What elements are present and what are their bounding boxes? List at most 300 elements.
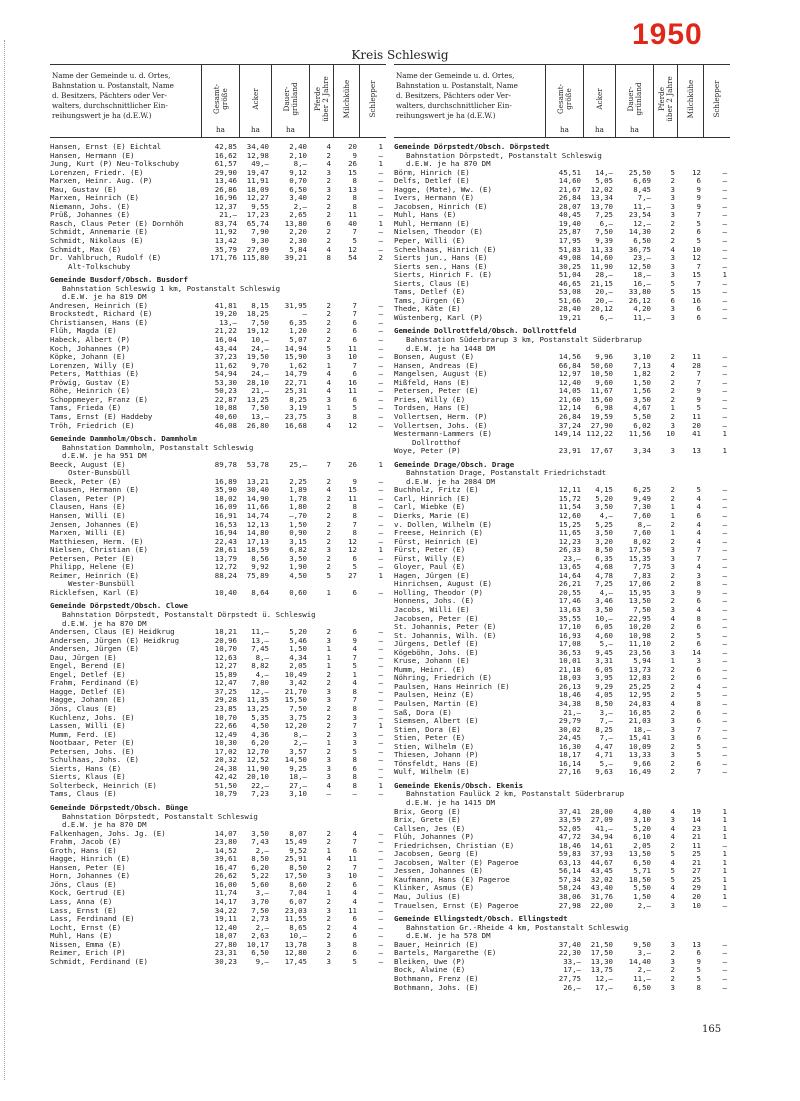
- cell-value: 1,50: [289, 519, 307, 529]
- header-name-line: reihungswert je ha (d.E.W.): [396, 111, 496, 120]
- cell-value: —: [378, 227, 383, 237]
- cell-value: 35,79: [214, 244, 237, 254]
- cell-value: 7: [696, 553, 701, 563]
- owner-name: Groth, Hans (E): [50, 846, 117, 855]
- cell-value: 12,60: [558, 510, 581, 520]
- cell-value: 13,73: [628, 664, 651, 674]
- table-row: [394, 768, 730, 777]
- cell-value: —: [378, 704, 383, 713]
- cell-value: 7: [696, 724, 701, 734]
- cell-value: 7,60: [633, 528, 651, 538]
- header-name-line: reihungswert je ha (d.E.W.): [52, 111, 152, 120]
- cell-value: 12,02: [590, 184, 613, 194]
- cell-value: 1: [378, 780, 383, 790]
- cell-value: 6,98: [595, 403, 613, 413]
- cell-value: 2,10: [289, 150, 307, 160]
- owner-name: Clausen, Hermann (E): [50, 486, 139, 495]
- cell-value: —: [378, 845, 383, 855]
- cell-value: —: [722, 965, 727, 975]
- cell-value: 5,84: [289, 244, 307, 254]
- cell-value: 5: [696, 690, 701, 700]
- cell-value: 3,15: [289, 536, 307, 546]
- cell-value: —: [378, 669, 383, 679]
- cell-value: 5,—: [599, 639, 613, 649]
- cell-value: 17,—: [563, 965, 581, 975]
- cell-value: 14,56: [558, 352, 581, 362]
- municipality-info: d.E.W. je ha 1415 DM: [406, 798, 495, 808]
- cell-value: 7,83: [633, 570, 651, 580]
- cell-value: 4: [670, 832, 675, 842]
- cell-value: 27,90: [590, 420, 613, 430]
- cell-value: 2: [670, 386, 675, 396]
- cell-value: 3,10: [633, 815, 651, 825]
- cell-value: 5: [352, 746, 357, 756]
- cell-value: 21,67: [558, 184, 581, 194]
- owner-name: v. Dollen, Wilhelm (E): [394, 520, 492, 529]
- cell-value: 16,91: [214, 510, 237, 520]
- cell-value: 25,—: [289, 459, 307, 469]
- cell-value: 3: [670, 604, 675, 614]
- header-name-line: walters, durchschnittlicher Ein-: [52, 101, 168, 110]
- cell-value: 2: [326, 712, 331, 722]
- cell-value: 1: [352, 669, 357, 679]
- cell-value: 11: [348, 854, 357, 864]
- cell-value: 16,00: [214, 879, 237, 889]
- cell-value: 10,20: [628, 622, 651, 632]
- cell-value: 2,—: [637, 965, 651, 975]
- table-row: [50, 203, 386, 212]
- cell-value: 8: [352, 201, 357, 211]
- cell-value: 11: [348, 210, 357, 220]
- cell-value: —: [722, 939, 727, 949]
- cell-value: —: [378, 176, 383, 186]
- cell-value: 2,63: [251, 931, 269, 941]
- cell-value: 2: [326, 210, 331, 220]
- cell-value: 1: [722, 823, 727, 833]
- cell-value: —: [722, 403, 727, 413]
- cell-value: 1: [670, 502, 675, 512]
- cell-value: 28,00: [590, 806, 613, 816]
- table-row: [50, 589, 386, 598]
- cell-value: 12,23: [558, 536, 581, 546]
- owner-name: Carl, Hinrich (E): [394, 494, 470, 503]
- year-stamp: 1950: [632, 18, 703, 51]
- cell-value: —: [378, 772, 383, 782]
- municipality-section: [50, 804, 386, 966]
- cell-value: 1: [326, 652, 331, 662]
- cell-value: 6: [352, 587, 357, 597]
- cell-value: 21: [692, 857, 701, 867]
- cell-value: 1: [670, 510, 675, 520]
- cell-value: 33,59: [558, 815, 581, 825]
- cell-value: 2: [670, 485, 675, 495]
- cell-value: 3: [670, 553, 675, 563]
- cell-value: 24,38: [214, 763, 237, 773]
- cell-value: 9,63: [595, 767, 613, 777]
- owner-name: Locht, Ernst (E): [50, 923, 122, 932]
- cell-value: —: [378, 360, 383, 370]
- cell-value: 23,31: [214, 948, 237, 958]
- owner-name: Flüh, Johannes (P): [394, 833, 475, 842]
- cell-value: 26,33: [558, 545, 581, 555]
- owner-name: Pröwig, Gustav (E): [50, 378, 131, 387]
- cell-value: 18,17: [558, 750, 581, 760]
- cell-value: —: [378, 244, 383, 254]
- owner-name: Bothmann, Johs. (E): [394, 983, 479, 992]
- cell-value: 25: [692, 849, 701, 859]
- header-name-cell: [394, 65, 546, 137]
- cell-value: 9: [352, 635, 357, 645]
- cell-value: 12,13: [246, 519, 269, 529]
- cell-value: 20: [692, 420, 701, 430]
- cell-value: 3,50: [595, 502, 613, 512]
- cell-value: 83,74: [214, 218, 237, 228]
- cell-value: 2: [670, 622, 675, 632]
- owner-name: Börm, Hinrich (E): [394, 168, 470, 177]
- cell-value: 2,05: [633, 840, 651, 850]
- cell-value: 12,98: [246, 150, 269, 160]
- cell-value: 6,50: [289, 184, 307, 194]
- cell-value: 9,70: [251, 360, 269, 370]
- cell-value: 13,63: [558, 604, 581, 614]
- cell-value: 3: [326, 772, 331, 782]
- owner-name: Gloyer, Paul (E): [394, 563, 466, 572]
- cell-value: 20: [348, 142, 357, 151]
- cell-value: 37,40: [558, 939, 581, 949]
- cell-value: —: [722, 750, 727, 760]
- cell-value: 12,11: [558, 485, 581, 495]
- cell-value: 6,50: [633, 982, 651, 992]
- owner-name: Ricklefsen, Karl (E): [50, 588, 139, 597]
- cell-value: 6: [352, 763, 357, 773]
- page-title: Kreis Schleswig: [351, 48, 449, 62]
- cell-value: 3: [326, 545, 331, 555]
- cell-value: 23,80: [214, 837, 237, 847]
- cell-value: 16,53: [214, 519, 237, 529]
- cell-value: 4,—: [599, 510, 613, 520]
- header-col: [654, 65, 678, 137]
- owner-name: Jacobsen, Hinrich (E): [394, 202, 488, 211]
- cell-value: 15: [692, 287, 701, 297]
- cell-value: 7,50: [289, 704, 307, 713]
- cell-value: 32,02: [590, 874, 613, 884]
- cell-value: 2,20: [289, 227, 307, 237]
- cell-value: 44,67: [590, 857, 613, 867]
- cell-value: 5: [696, 965, 701, 975]
- cell-value: —: [378, 167, 383, 177]
- cell-value: 26,86: [214, 184, 237, 194]
- owner-name: Freese, Heinrich (E): [394, 529, 483, 538]
- cell-value: 12: [692, 167, 701, 177]
- cell-value: 1,56: [633, 386, 651, 396]
- cell-value: 4: [670, 823, 675, 833]
- cell-value: —: [378, 343, 383, 353]
- cell-value: 2: [670, 973, 675, 983]
- cell-value: 2: [670, 369, 675, 379]
- municipality-section: [50, 602, 386, 799]
- cell-value: —: [378, 562, 383, 572]
- municipality-title: Gemeinde Busdorf/Obsch. Busdorf: [50, 275, 188, 285]
- header-unit: ha: [595, 125, 604, 135]
- cell-value: 6: [352, 335, 357, 345]
- cell-value: 18,59: [246, 545, 269, 555]
- cell-value: 14,—: [595, 167, 613, 177]
- owner-name: Hagen, Jürgen (E): [394, 571, 470, 580]
- cell-value: 34,40: [246, 142, 269, 151]
- owner-name: Tams, Claus (E): [50, 790, 117, 799]
- cell-value: —: [378, 686, 383, 696]
- cell-value: 1: [722, 892, 727, 902]
- owner-name: Christiansen, Hans (E): [50, 318, 148, 327]
- cell-value: 61,57: [214, 159, 237, 169]
- cell-value: 21,—: [251, 386, 269, 396]
- cell-value: 43,44: [214, 343, 237, 353]
- cell-value: 5,20: [289, 627, 307, 637]
- cell-value: 23,03: [284, 905, 307, 915]
- cell-value: —: [722, 716, 727, 726]
- cell-value: 10,49: [284, 669, 307, 679]
- cell-value: 8: [352, 502, 357, 512]
- cell-value: 13,46: [214, 176, 237, 186]
- cell-value: 27,—: [289, 780, 307, 790]
- cell-value: 13,21: [246, 476, 269, 486]
- table-row: [50, 310, 386, 319]
- cell-value: 12: [692, 253, 701, 263]
- cell-value: 4: [326, 386, 331, 396]
- place-name: Wester-Bunsbüll: [68, 579, 135, 589]
- owner-name: Falkenhagen, Johs. Jg. (E): [50, 829, 166, 838]
- cell-value: 2: [670, 673, 675, 683]
- cell-value: 10,17: [246, 939, 269, 949]
- owner-name: Callsen, Jes (E): [394, 824, 466, 833]
- cell-value: 7: [352, 519, 357, 529]
- owner-name: Holling, Theodor (P): [394, 588, 483, 597]
- cell-value: 4: [352, 888, 357, 898]
- header-unit: ha: [216, 125, 225, 135]
- owner-name: Jessen, Johannes (E): [394, 867, 483, 876]
- owner-name: Schmidt, Max (E): [50, 245, 122, 254]
- owner-name: Saß, Dora (E): [394, 708, 452, 717]
- cell-value: 4,60: [595, 630, 613, 640]
- municipality-info: d.E.W. je ha 870 DM: [406, 159, 491, 169]
- cell-value: 2: [326, 317, 331, 327]
- cell-value: 3: [670, 210, 675, 220]
- cell-value: —: [722, 295, 727, 305]
- cell-value: 1: [670, 528, 675, 538]
- header-col-label: [627, 82, 643, 115]
- cell-value: 1: [722, 866, 727, 876]
- left-body: [50, 143, 386, 966]
- cell-value: —: [722, 587, 727, 597]
- cell-value: 14: [692, 815, 701, 825]
- cell-value: 26: [348, 159, 357, 169]
- cell-value: 14,79: [284, 369, 307, 379]
- cell-value: 18,46: [558, 840, 581, 850]
- owner-name: Habeck, Albert (P): [50, 336, 131, 345]
- cell-value: 16,94: [214, 528, 237, 538]
- cell-value: 26,21: [558, 579, 581, 589]
- municipality-info: d.E.W. je ha 870 DM: [62, 618, 147, 628]
- cell-value: —: [722, 630, 727, 640]
- cell-value: 66,84: [558, 360, 581, 370]
- cell-value: 12,37: [214, 201, 237, 211]
- cell-value: 6,05: [595, 622, 613, 632]
- cell-value: 40: [348, 218, 357, 228]
- header-col: [334, 65, 360, 137]
- cell-value: —: [378, 403, 383, 413]
- cell-value: 3,50: [595, 528, 613, 538]
- owner-name: Stien, Dora (E): [394, 725, 461, 734]
- municipality-section: [50, 435, 386, 597]
- cell-value: —: [722, 758, 727, 768]
- cell-value: 7: [352, 300, 357, 310]
- cell-value: —: [378, 519, 383, 529]
- cell-value: 13,79: [214, 553, 237, 563]
- cell-value: —: [378, 956, 383, 966]
- owner-name: Mau, Gustav (E): [50, 185, 117, 194]
- owner-name: Kögeböhn, Johs. (E): [394, 648, 479, 657]
- cell-value: 4: [326, 369, 331, 379]
- owner-name: Lass, Ferdinand (E): [50, 915, 135, 924]
- cell-value: 9,66: [633, 758, 651, 768]
- owner-name: Mau, Julius (E): [394, 893, 461, 902]
- cell-value: 35,55: [558, 613, 581, 623]
- cell-value: —: [722, 493, 727, 503]
- cell-value: 3: [326, 871, 331, 881]
- cell-value: 13: [692, 446, 701, 456]
- cell-value: 26,80: [246, 420, 269, 430]
- cell-value: 4: [352, 678, 357, 688]
- cell-value: —: [378, 326, 383, 336]
- cell-value: 8,56: [251, 553, 269, 563]
- cell-value: 12,27: [246, 193, 269, 203]
- cell-value: 13,—: [219, 317, 237, 327]
- cell-value: 7: [352, 837, 357, 847]
- cell-value: 47,72: [558, 832, 581, 842]
- cell-value: 7: [352, 227, 357, 237]
- cell-value: 12,14: [558, 403, 581, 413]
- municipality-info: Bahnstation Dörpstedt, Postanstalt Schleswig: [62, 811, 258, 821]
- cell-value: 4: [670, 892, 675, 902]
- table-row: [50, 958, 386, 967]
- owner-name: Reimer, Heinrich (E): [50, 571, 139, 580]
- cell-value: 10,50: [590, 369, 613, 379]
- cell-value: 16,89: [214, 476, 237, 486]
- table-row: [394, 447, 730, 456]
- cell-value: 4,80: [633, 806, 651, 816]
- cell-value: 3: [670, 304, 675, 314]
- cell-value: 16,68: [284, 420, 307, 430]
- cell-value: 2: [326, 922, 331, 932]
- header-col: [678, 65, 704, 137]
- cell-value: 17,02: [214, 746, 237, 756]
- cell-value: 4: [352, 644, 357, 654]
- cell-value: 6: [696, 596, 701, 606]
- cell-value: 27: [692, 866, 701, 876]
- owner-name: Hansen, Peter (E): [50, 863, 126, 872]
- header-col-label: [343, 80, 351, 118]
- cell-value: 7: [696, 369, 701, 379]
- cell-value: 2: [670, 630, 675, 640]
- cell-value: 26,13: [558, 681, 581, 691]
- owner-name: Lassen, Willi (E): [50, 722, 126, 731]
- cell-value: —: [378, 335, 383, 345]
- cell-value: 3,—: [255, 888, 269, 898]
- cell-value: 2: [326, 493, 331, 503]
- owner-name: Petersen, Peter (E): [50, 554, 135, 563]
- cell-value: 2: [326, 669, 331, 679]
- cell-value: 12,95: [628, 690, 651, 700]
- cell-value: —: [378, 661, 383, 671]
- cell-value: —: [378, 184, 383, 194]
- cell-value: 22,—: [251, 780, 269, 790]
- cell-value: 7: [696, 210, 701, 220]
- owner-name: Philipp, Helene (E): [50, 563, 135, 572]
- cell-value: 20,—: [595, 287, 613, 297]
- cell-value: 11: [692, 411, 701, 421]
- cell-value: —: [722, 218, 727, 228]
- cell-value: 2: [670, 664, 675, 674]
- cell-value: 12,—: [633, 218, 651, 228]
- cell-value: 10,01: [558, 656, 581, 666]
- owner-name: Dierks, Marie (E): [394, 511, 470, 520]
- cell-value: 11,90: [246, 763, 269, 773]
- cell-value: —: [722, 622, 727, 632]
- cell-value: 5: [326, 570, 331, 580]
- header-col-label: [687, 80, 695, 118]
- owner-name: Nootbaar, Peter (E): [50, 739, 135, 748]
- cell-value: 10,70: [214, 644, 237, 654]
- owner-name: Hansen, Andreas (E): [394, 361, 479, 370]
- cell-value: —: [378, 210, 383, 220]
- cell-value: 51,66: [558, 295, 581, 305]
- cell-value: 2: [326, 502, 331, 512]
- cell-value: 19,20: [214, 309, 237, 319]
- cell-value: 28,10: [246, 377, 269, 387]
- cell-value: 20,—: [595, 295, 613, 305]
- cell-value: —: [378, 485, 383, 495]
- cell-value: —: [722, 386, 727, 396]
- cell-value: —: [378, 888, 383, 898]
- municipality-section: [50, 143, 386, 271]
- cell-value: 2,30: [289, 236, 307, 246]
- cell-value: —: [722, 420, 727, 430]
- cell-value: 2: [378, 253, 383, 263]
- cell-value: 8,25: [595, 724, 613, 734]
- cell-value: 3: [352, 738, 357, 748]
- cell-value: 3,34: [633, 446, 651, 456]
- cell-value: 26: [348, 459, 357, 469]
- cell-value: 1: [326, 845, 331, 855]
- place-name: Oster-Bunsbüll: [68, 468, 131, 478]
- cell-value: —: [722, 210, 727, 220]
- place-name: Dollrotthof: [412, 437, 461, 447]
- cell-value: —: [378, 394, 383, 404]
- header-col-label: [596, 88, 604, 109]
- cell-value: 2: [326, 948, 331, 958]
- cell-value: 4: [696, 502, 701, 512]
- cell-value: 23,91: [558, 446, 581, 456]
- cell-value: —: [722, 973, 727, 983]
- cell-value: 41,81: [214, 300, 237, 310]
- header-col-text: Dauer-: [625, 86, 635, 112]
- cell-value: 7: [352, 360, 357, 370]
- cell-value: 37,24: [558, 420, 581, 430]
- cell-value: —: [378, 678, 383, 688]
- cell-value: 27,09: [246, 244, 269, 254]
- cell-value: —: [722, 596, 727, 606]
- cell-value: 2: [326, 193, 331, 203]
